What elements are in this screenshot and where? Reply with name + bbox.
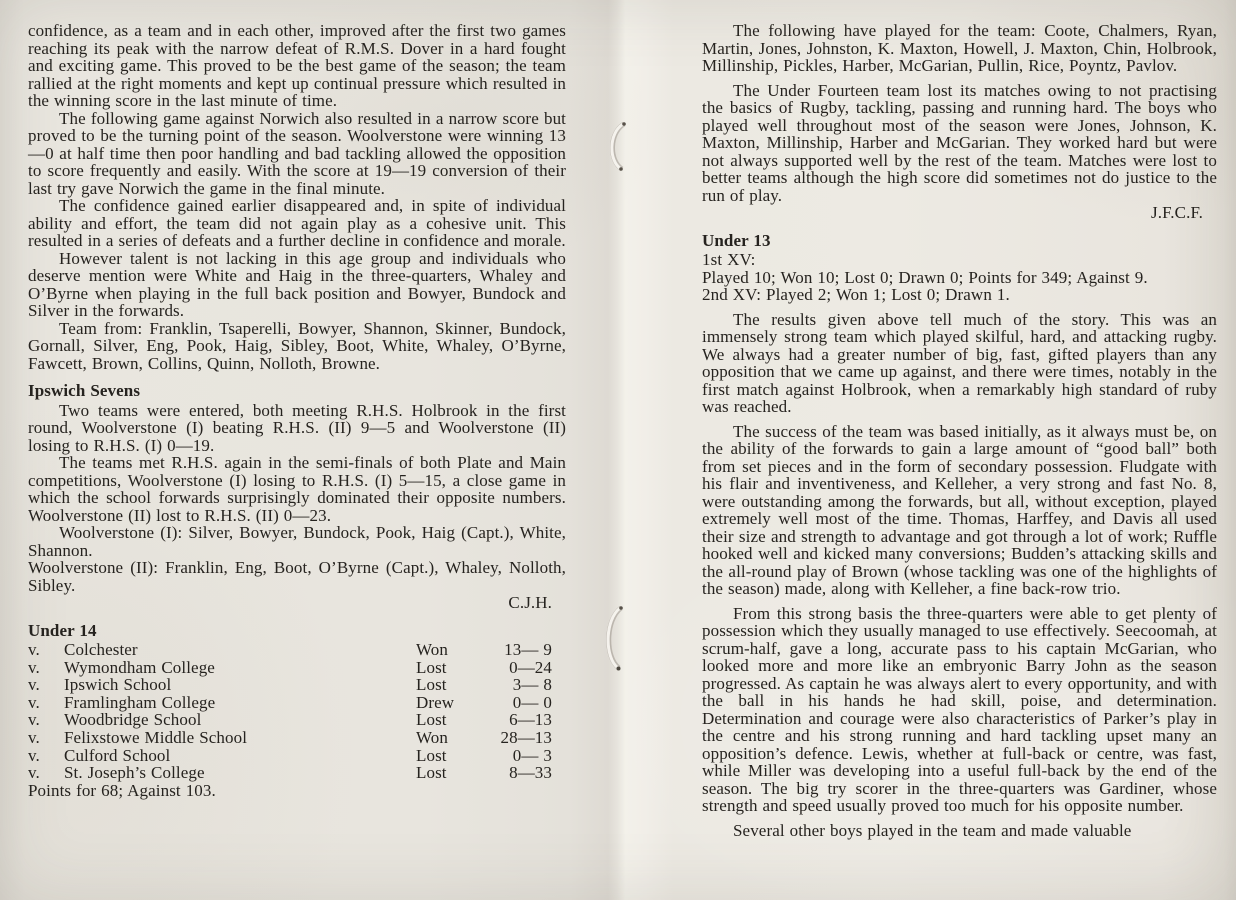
opponent-name: Colchester <box>64 640 138 659</box>
results-table <box>28 641 566 782</box>
vs-label: v. <box>28 692 40 712</box>
table-row <box>28 641 566 659</box>
paragraph: The teams met R.H.S. again in the semi-finals of both Plate and Main competitions, Woolverstone (I) losing to R.H.S. (I) 5—15, a close game in which the school forwards surprisingly dominated their opposite numbers. Woolverstone (II) lost to R.H.S. (II) 0—23. <box>28 453 566 525</box>
table-row <box>28 694 566 712</box>
paragraph: The results given above tell much of the story. This was an immensely strong team which played skilful, hard, and attacking rugby. We always had a greater number of big, fast, gifted players than any opposition that we came up against, and there were times, notably in the first match against Holbrook, when a remarkably high standard of ruby was reached. <box>702 309 1217 416</box>
vs-label: v. <box>28 657 40 677</box>
match-result: Lost <box>416 710 447 730</box>
table-row <box>28 729 566 747</box>
table-row <box>28 676 566 694</box>
vs-label: v. <box>28 727 40 747</box>
match-score: 0—24 <box>509 657 552 677</box>
vs-label: v. <box>28 640 40 659</box>
section-heading: Under 13 <box>702 230 771 250</box>
opponent-name: St. Joseph’s College <box>64 763 205 783</box>
paragraph: Team from: Franklin, Tsaperelli, Bowyer, Shannon, Skinner, Bundock, Gornall, Silver, Eng, Pook, Haig, Sibley, Boot, White, Whaley, O’Byrne, Fawcett, Brown, Collins, Quinn, Nolloth, Browne. <box>28 318 566 373</box>
paragraph: The following have played for the team: Coote, Chalmers, Ryan, Martin, Jones, Johnston, K. Maxton, Howell, J. Maxton, Chin, Holbrook, Millinship, Pickles, Harber, McGarian, Pullin, Rice, Poyntz, Pavlov. <box>702 21 1217 75</box>
right-page-column <box>702 22 1217 839</box>
match-score: 0— 0 <box>512 692 552 712</box>
vs-label: v. <box>28 710 40 730</box>
match-result: Won <box>416 640 448 659</box>
match-score: 28—13 <box>500 727 552 747</box>
match-result: Lost <box>416 763 447 783</box>
paragraph: The following game against Norwich also resulted in a narrow score but proved to be the turning point of the season. Woolverstone were winning 13—0 at half time then poor handling and bad tackling allowed the opposition to score frequently and easily. With the score at 19—19 conversion of their last try gave Norwich the game in the final minute. <box>28 108 566 198</box>
table-row <box>28 711 566 729</box>
match-result: Lost <box>416 745 447 765</box>
byline: J.F.C.F. <box>1151 203 1203 222</box>
match-score: 6—13 <box>509 710 552 730</box>
opponent-name: Framlingham College <box>64 692 216 712</box>
paragraph: However talent is not lacking in this age group and individuals who deserve mention were White and Haig in the three-quarters, Whaley and O’Byrne when playing in the full back position and Bowyer, Bundock and Silver in the forwards. <box>28 248 566 320</box>
opponent-name: Wymondham College <box>64 657 215 677</box>
paragraph: The confidence gained earlier disappeared and, in spite of individual ability and effort, the team did not again play as a cohesive unit. This resulted in a series of defeats and a further decline in confidence and morale. <box>28 196 566 250</box>
match-score: 13— 9 <box>504 640 552 659</box>
vs-label: v. <box>28 763 40 783</box>
vs-label: v. <box>28 675 40 695</box>
stat-line: 2nd XV: Played 2; Won 1; Lost 0; Drawn 1. <box>702 285 1010 304</box>
paragraph: Points for 68; Against 103. <box>28 780 216 800</box>
match-result: Lost <box>416 675 447 695</box>
section-heading: Under 14 <box>28 620 97 640</box>
match-result: Lost <box>416 657 447 677</box>
paragraph: confidence, as a team and in each other, improved after the first two games reaching its peak with the narrow defeat of R.M.S. Dover in a hard fought and exciting game. This proved to be the best game of the season; the team rallied at the right moments and kept up continual pressure which resulted in the winning score in the last minute of time. <box>28 21 566 110</box>
table-row <box>28 659 566 677</box>
section-heading: Ipswich Sevens <box>28 381 141 400</box>
opponent-name: Culford School <box>64 745 171 765</box>
stat-line: Played 10; Won 10; Lost 0; Drawn 0; Points for 349; Against 9. <box>702 267 1148 287</box>
paragraph: The success of the team was based initially, as it always must be, on the ability of the forwards to gain a large amount of “good ball” both from set pieces and in the form of secondary possession. Fludgate with his flair and inventiveness, and Kelleher, a very strong and fast No. 8, were outstanding among the forwards, but all, without exception, played extremely well most of the time. Thomas, Harffey, and Davis all used their size and strength to advantage and got through a lot of work; Ruffle hooked well and kicked many conversions; Budden’s attacking skills and the all-round play of Brown (whose tackling was one of the highlights of the season) made, along with Kelleher, a fine back-row trio. <box>702 421 1217 598</box>
staple-icon <box>604 120 630 177</box>
paragraph: Several other boys played in the team and made valuable <box>733 820 1132 840</box>
paragraph: Two teams were entered, both meeting R.H.S. Holbrook in the first round, Woolverstone (I) beating R.H.S. (II) 9—5 and Woolverstone (II) losing to R.H.S. (I) 0—19. <box>28 400 566 455</box>
byline: C.J.H. <box>508 593 552 612</box>
table-row <box>28 747 566 765</box>
table-row <box>28 764 566 782</box>
match-score: 3— 8 <box>512 675 552 695</box>
match-score: 8—33 <box>509 763 552 783</box>
staple-icon <box>601 604 627 677</box>
paragraph: The Under Fourteen team lost its matches owing to not practising the basics of Rugby, tackling, passing and running hard. The boys who played well throughout most of the season were Jones, Johnson, K. Maxton, Millinship, Harber and McGarian. They worked hard but were not always supported well by the rest of the team. Matches were lost to better teams although the high score did sometimes not do justice to the run of play. <box>702 80 1217 205</box>
paragraph: Woolverstone (I): Silver, Bowyer, Bundock, Pook, Haig (Capt.), White, Shannon. <box>28 523 566 560</box>
stat-line: 1st XV: <box>702 250 756 269</box>
paragraph: Woolverstone (II): Franklin, Eng, Boot, O’Byrne (Capt.), Whaley, Nolloth, Sibley. <box>28 558 566 595</box>
opponent-name: Woodbridge School <box>64 710 202 730</box>
match-result: Won <box>416 727 448 747</box>
opponent-name: Ipswich School <box>64 675 172 695</box>
match-score: 0— 3 <box>512 745 552 765</box>
opponent-name: Felixstowe Middle School <box>64 727 248 747</box>
paragraph: From this strong basis the three-quarters were able to get plenty of possession which they usually managed to use effectively. Seecoomah, at scrum-half, gave a long, accurate pass to his captain McGarian, who looked more and more like an embryonic Barry John as the season progressed. As captain he was always alert to every opportunity, and with the ball in his hands he had skill, poise, and determination. Determination and courage were also characteristics of Parker’s play in the centre and his strong running and hard tackling upset many an opposition’s defence. Lewis, whether at full-back or centre, was fast, while Miller was developing into a useful full-back by the end of the season. The big try scorer in the three-quarters was Gardiner, whose strength and speed usually proved too much for his opposite number. <box>702 603 1217 815</box>
left-page-column <box>28 22 566 799</box>
vs-label: v. <box>28 745 40 765</box>
match-result: Drew <box>416 692 455 712</box>
